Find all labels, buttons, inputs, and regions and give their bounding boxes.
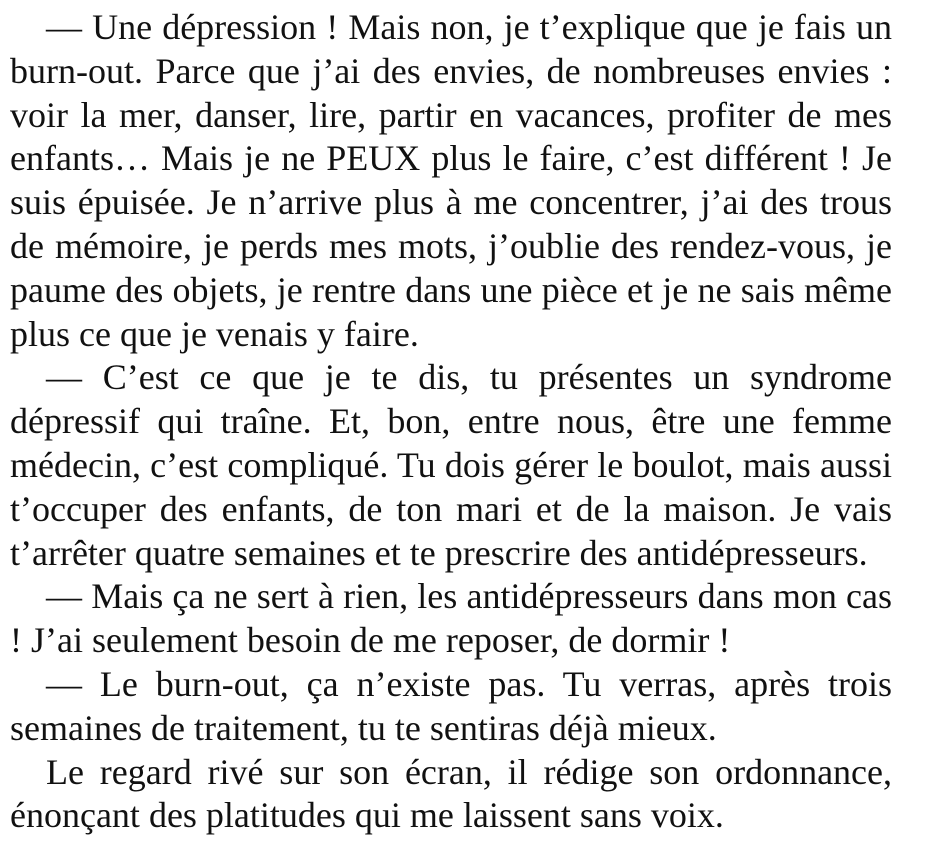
paragraph-5: Le regard rivé sur son écran, il rédige son ordonnance, énonçant des platitudes qui me laissent sans voix. (10, 751, 892, 836)
paragraph-4: — Le burn-out, ça n’existe pas. Tu verras, après trois semaines de traitement, tu te sentiras déjà mieux. (10, 663, 892, 748)
paragraph-1: — Une dépression ! Mais non, je t’explique que je fais un burn-out. Parce que j’ai des envies, de nombreuses envies : voir la mer, danser, lire, partir en vacances, profiter de mes enfants… Mais je ne PEUX plus le faire, c’est différent ! Je suis épuisée. Je n’arrive plus à me concentrer, j’ai des trous de mémoire, je perds mes mots, j’oublie des rendez-vous, je paume des objets, je rentre dans une pièce et je ne sais même plus ce que je venais y faire. (10, 7, 892, 354)
paragraph-2: — C’est ce que je te dis, tu présentes un syndrome dépressif qui traîne. Et, bon, entre nous, être une femme médecin, c’est compliqué. Tu dois gérer le boulot, mais aussi t’occuper des enfants, de ton mari et de la maison. Je vais t’arrêter quatre semaines et te prescrire des antidépresseurs. (10, 357, 892, 573)
paragraph-3: — Mais ça ne sert à rien, les antidépresseurs dans mon cas ! J’ai seulement besoin de me reposer, de dormir ! (10, 576, 892, 661)
